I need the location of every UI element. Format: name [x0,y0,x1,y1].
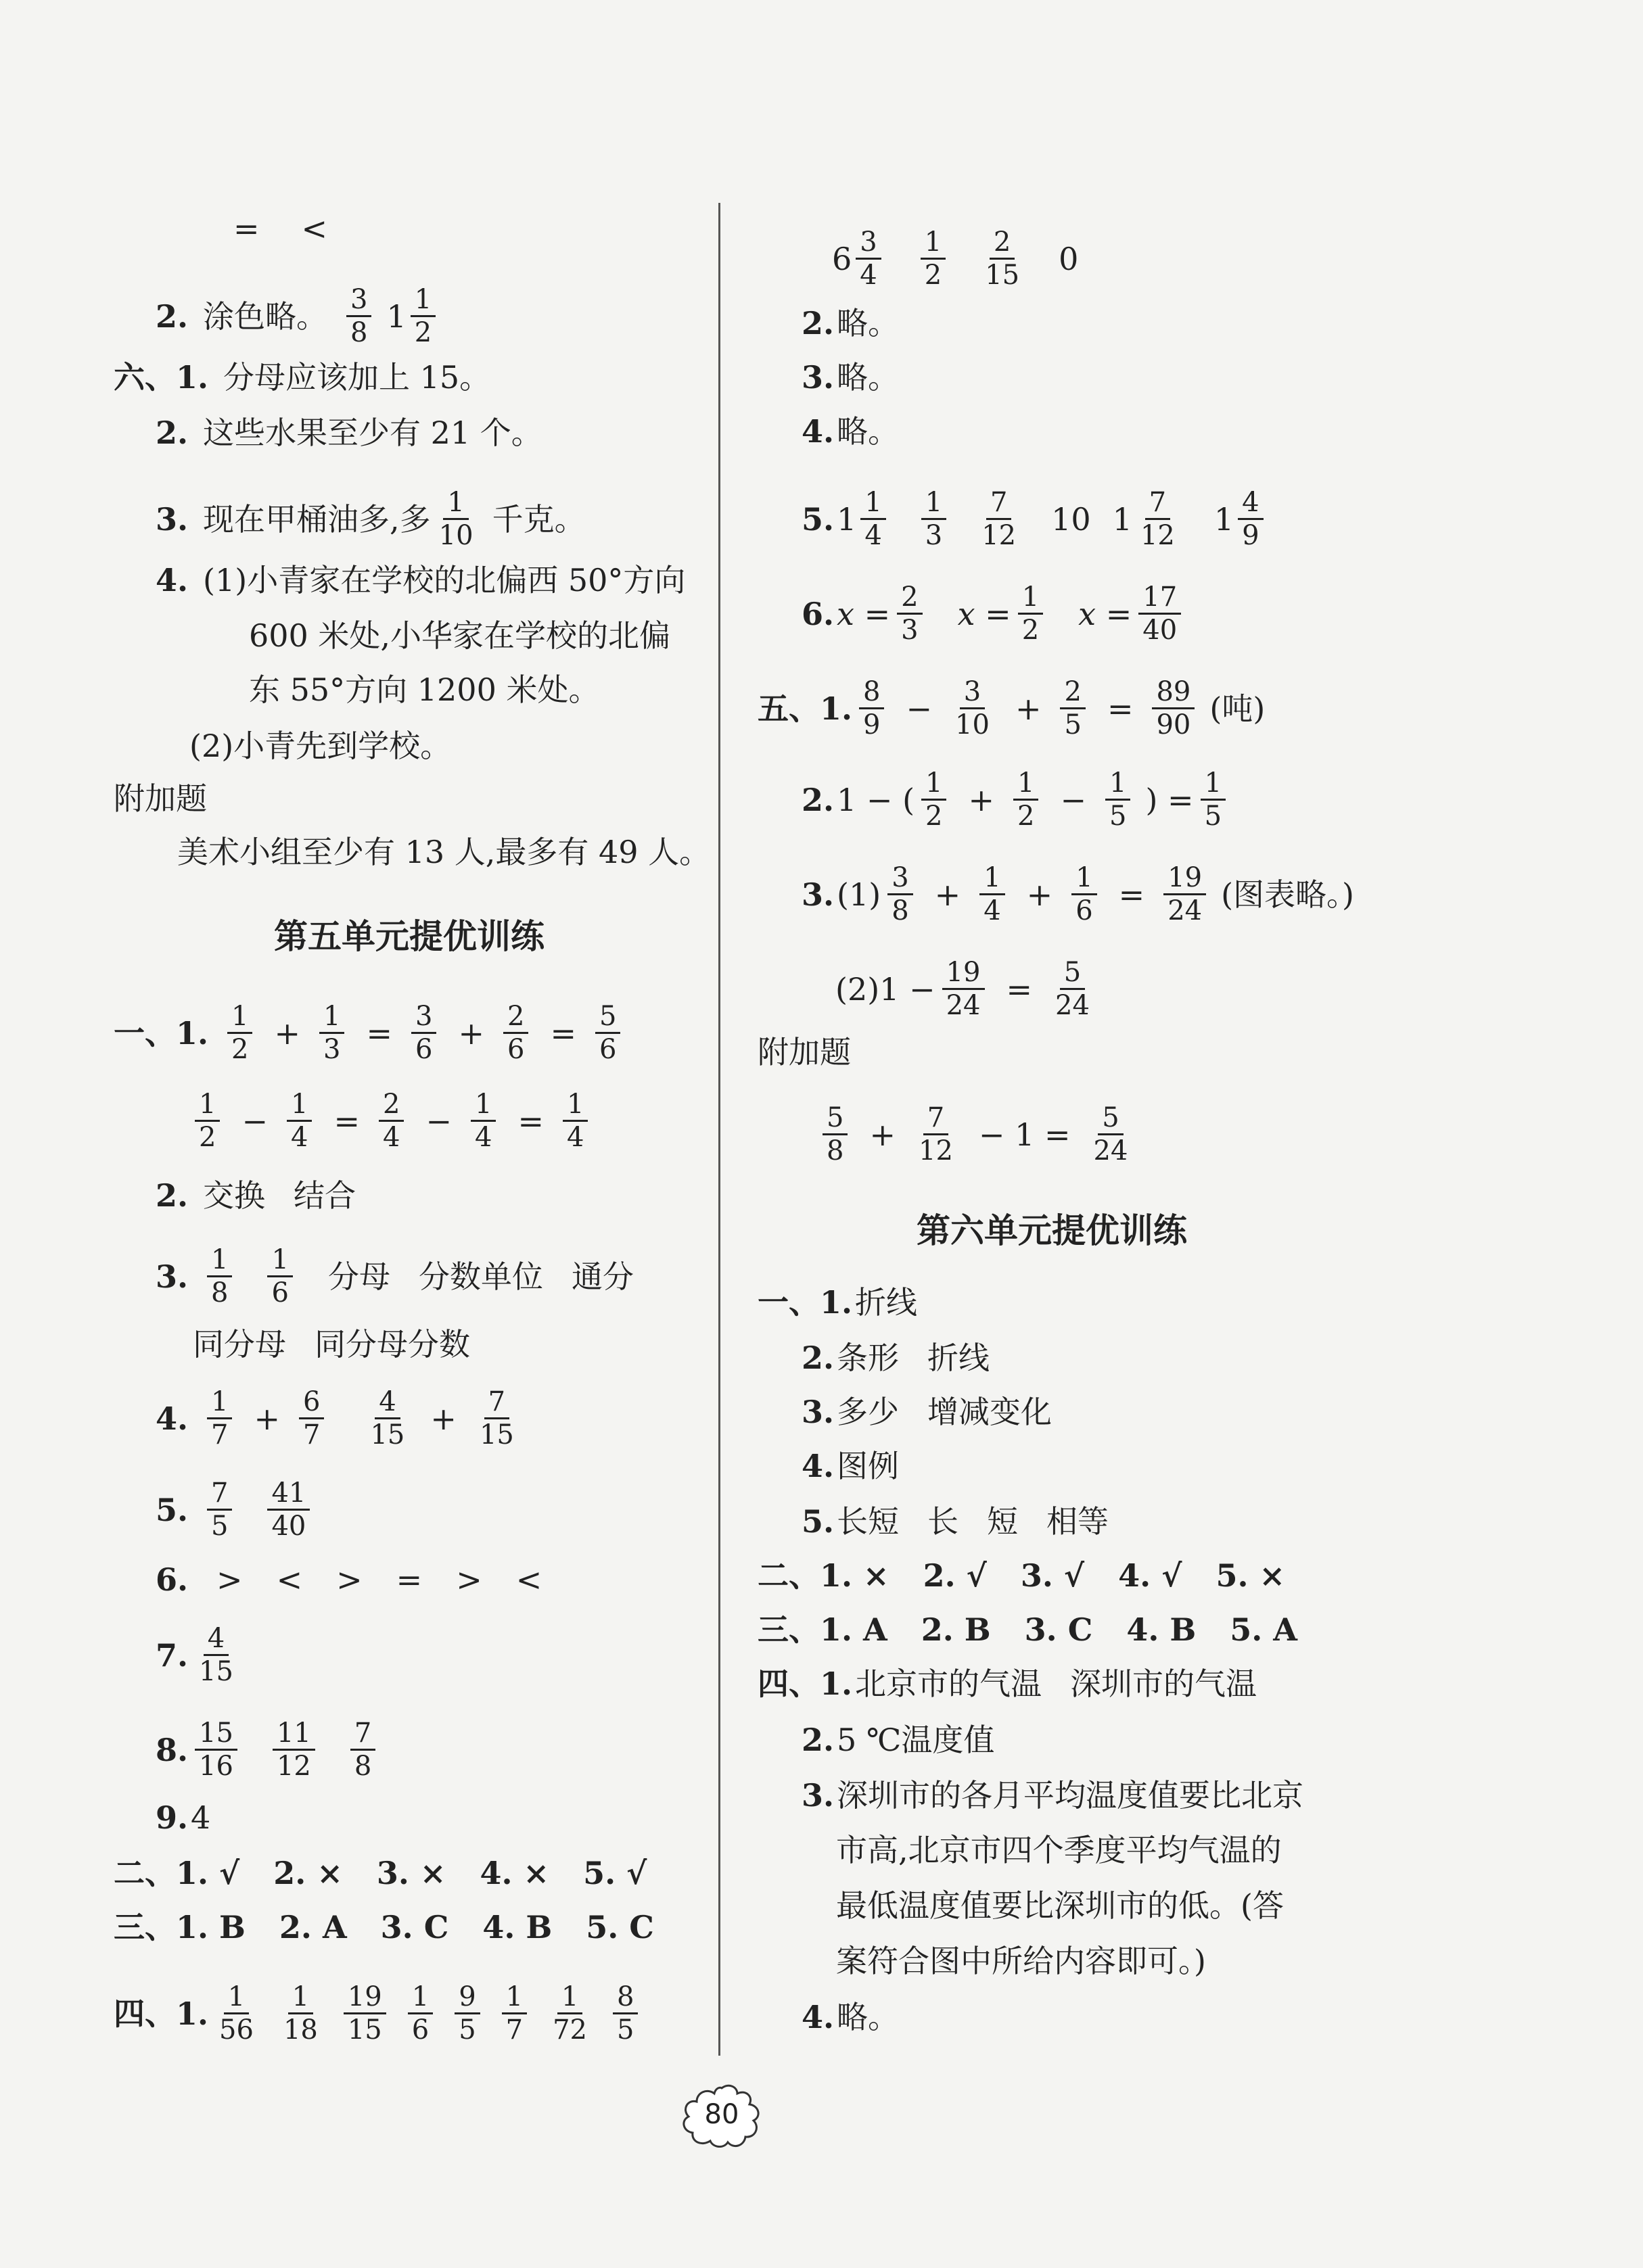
u6-part4-q3: 3. 深圳市的各月平均温度值要比北京 [802,1777,1304,1814]
right-extra-title: 附加题 [758,1034,851,1070]
left-extra-title: 附加题 [114,780,207,817]
u5-q1-b: $\frac{1}{2}$ − $\frac{1}{4}$ = $\frac{2}{4}$ − $\frac{1}{4}$ = $\frac{1}{4}$ [191,1089,603,1153]
u6-q3: 3. 多少 增减变化 [802,1394,1052,1430]
page-number-badge [678,2083,766,2148]
right-line-5: 5. 1 $\frac{1}{4}$ $\frac{1}{3}$ $\frac{7}{12}$ 10 1 $\frac{7}{12}$ 1 $\frac{4}{9}$ [802,487,1282,551]
u5-part3: 三、 1. B 2. A 3. C 4. B 5. C [114,1909,654,1945]
left-line-4: 2. 这些水果至少有 21 个。 [156,415,542,451]
heading-unit6: 第六单元提优训练 [917,1210,1187,1250]
u5-q2: 2. 交换 结合 [156,1177,356,1214]
u5-q9: 9. 4 [156,1799,211,1836]
right-line-8: 2. 1 − ( $\frac{1}{2}$ + $\frac{1}{2}$ − $\frac{1}{5}$ ) = $\frac{1}{5}$ [802,767,1241,832]
column-divider [718,203,720,2056]
left-line-2: 2. 涂色略。 $\frac{3}{8}$ 1 $\frac{1}{2}$ [156,284,455,348]
u5-q5: 5. $\frac{7}{5}$ $\frac{41}{40}$ [156,1478,325,1542]
fraction: $\frac{3}{8}$ [346,284,371,348]
right-line-1: 6 $\frac{3}{4}$ $\frac{1}{2}$ $\frac{2}{15}$ 0 [832,227,1079,291]
u6-part4-q2: 2. 5 ℃温度值 [802,1722,995,1758]
right-line-7: 五、1. $\frac{8}{9}$ − $\frac{3}{10}$ + $\frac{2}{5}$ = $\frac{89}{90}$ (吨) [758,676,1266,740]
page-number: 80 [704,2099,739,2130]
left-line-3: 六、1. 分母应该加上 15。 [114,359,491,396]
u5-part2: 二、 1. √ 2. × 3. × 4. × 5. √ [114,1855,647,1891]
left-line-1: = < [233,210,328,247]
u6-part4-q3-d: 案符合图中所给内容即可。) [836,1943,1206,1979]
left-line-8: 东 55°方向 1200 米处。 [249,671,600,708]
u6-q5: 5. 长短 长 短 相等 [802,1503,1109,1540]
u6-part4-q3-b: 市高,北京市四个季度平均气温的 [836,1832,1282,1868]
left-line-7: 600 米处,小华家在学校的北偏 [249,617,671,654]
u5-q3: 3. $\frac{1}{8}$ $\frac{1}{6}$ 分母 分数单位 通分 [156,1244,634,1308]
left-line-9: (2)小青先到学校。 [189,728,452,764]
u6-part2: 二、 1. × 2. √ 3. √ 4. √ 5. × [758,1557,1286,1594]
mixed-number: 1 $\frac{1}{2}$ [386,284,440,348]
u5-q6: 6. > < > = > < [156,1561,542,1598]
right-extra-answer: $\frac{5}{8}$ + $\frac{7}{12}$ − 1 = $\frac{5}{24}$ [818,1102,1147,1166]
u6-part4-q4: 4. 略。 [802,1999,900,2035]
right-line-6: 6. x = $\frac{2}{3}$ x = $\frac{1}{2}$ x = $\frac{17}{40}$ [802,582,1196,646]
u5-q4: 4. $\frac{1}{7}$ + $\frac{6}{7}$ $\frac{4}{15}$ + $\frac{7}{15}$ [156,1386,514,1450]
left-line-5: 3. 现在甲桶油多,多 $\frac{1}{10}$ 千克。 [156,487,586,551]
right-line-3: 3. 略。 [802,359,900,396]
right-line-2: 2. 略。 [802,305,900,341]
u5-q1-a: 一、1. $\frac{1}{2}$ + $\frac{1}{3}$ = $\frac{3}{6}$ + $\frac{2}{6}$ = $\frac{5}{6}$ [114,1001,635,1065]
heading-unit5: 第五单元提优训练 [274,916,545,956]
u6-part4-q1: 四、1. 北京市的气温 深圳市的气温 [758,1665,1257,1702]
right-line-10: (2)1 − $\frac{19}{24}$ = $\frac{5}{24}$ [835,957,1090,1021]
u5-q7: 7. $\frac{4}{15}$ [156,1623,233,1687]
left-extra-answer: 美术小组至少有 13 人,最多有 49 人。 [177,834,711,870]
u5-q8: 8. $\frac{15}{16}$ $\frac{11}{12}$ $\frac{7}{8}$ [156,1718,390,1782]
u5-part4: 四、1. $\frac{1}{56}$ $\frac{1}{18}$ $\frac{19}{15}$ $\frac{1}{6}$ $\frac{9}{5}$ $\frac{1}{7}$ $\frac{1}{72}$ $\frac{8}{5}$ [114,1981,653,2046]
right-line-9: 3. (1) $\frac{3}{8}$ + $\frac{1}{4}$ + $\frac{1}{6}$ = $\frac{19}{24}$ (图表略。) [802,862,1355,926]
u6-q4: 4. 图例 [802,1448,900,1484]
right-line-4: 4. 略。 [802,413,900,450]
left-line-6: 4. (1)小青家在学校的北偏西 50°方向 [156,562,686,598]
u6-part4-q3-c: 最低温度值要比深圳市的低。(答 [836,1887,1284,1924]
u5-q3-b: 同分母 同分母分数 [193,1326,470,1363]
u6-q1: 一、1. 折线 [758,1284,918,1321]
u6-part3: 三、 1. A 2. B 3. C 4. B 5. A [758,1611,1297,1648]
u6-q2: 2. 条形 折线 [802,1340,990,1376]
